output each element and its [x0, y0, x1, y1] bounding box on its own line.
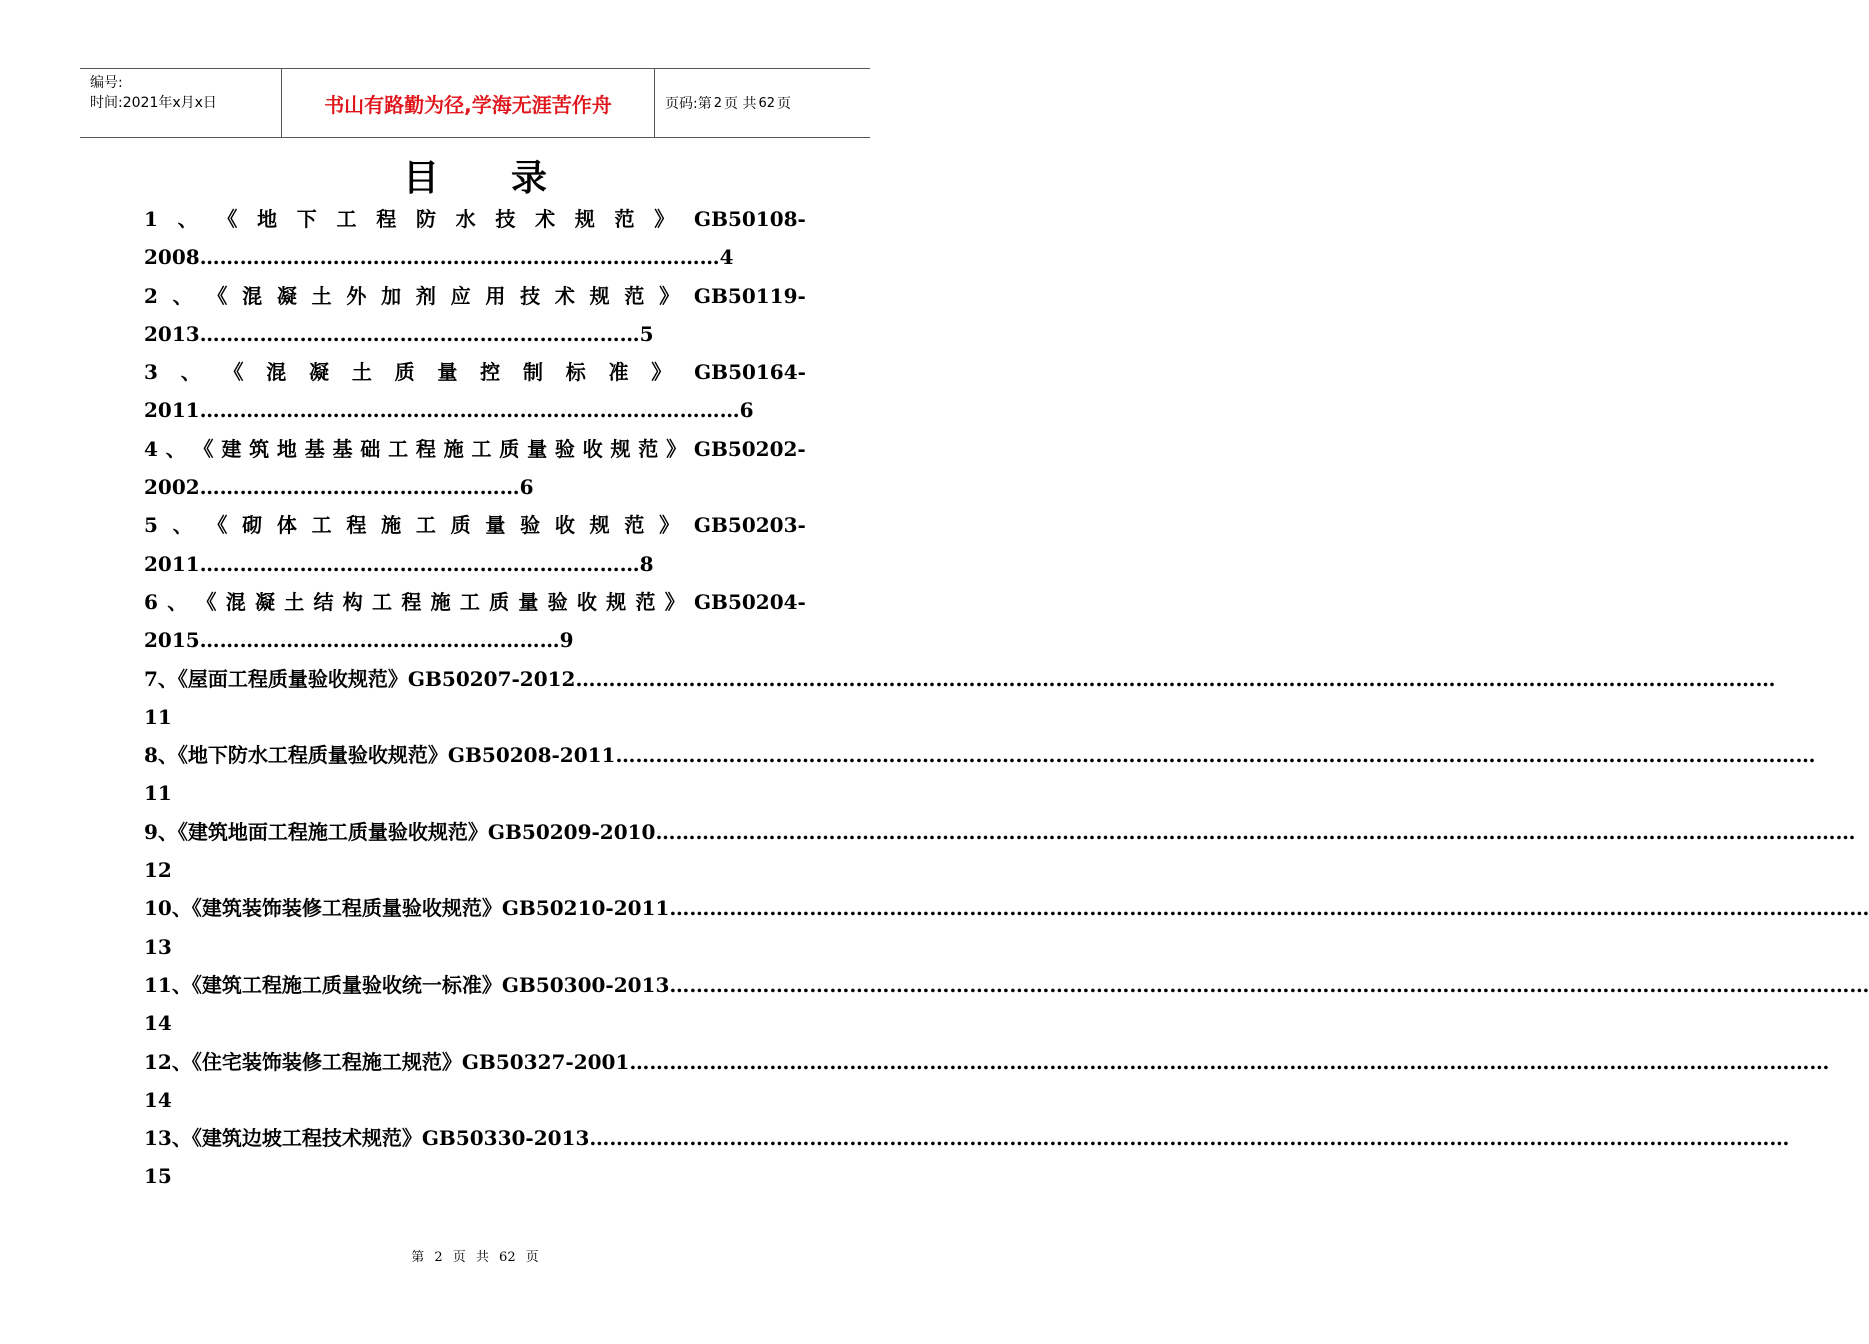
toc-char: 程 [401, 589, 422, 614]
page-suffix: 页 [777, 96, 791, 112]
toc-entry [144, 1043, 1830, 1120]
toc-char: 量 [527, 436, 548, 461]
toc-page: 13 [144, 934, 172, 959]
toc-char: 范 [624, 283, 645, 308]
toc-char: 工 [336, 207, 357, 231]
toc-char: 2 [144, 283, 158, 308]
toc-char: 地 [276, 436, 297, 461]
toc-char: 程 [376, 207, 397, 231]
toc-title: 13、《建筑边坡工程技术规范》GB50330-2013 [144, 1126, 590, 1151]
toc-char: 下 [296, 207, 317, 231]
toc-entry-line [144, 238, 806, 276]
toc-char: 规 [589, 283, 610, 308]
toc-char: 技 [495, 207, 516, 231]
toc-entry-line [144, 200, 806, 238]
toc-char: 质 [450, 513, 471, 538]
toc-char: 量 [518, 589, 539, 614]
toc-year: 2013 [144, 321, 200, 346]
toc-entry [144, 813, 1856, 890]
toc-char: 验 [554, 436, 575, 461]
toc-entry-line [144, 1119, 1790, 1157]
toc-page: 15 [144, 1164, 172, 1189]
toc-title: 9、《建筑地面工程施工质量验收规范》GB50209-2010 [144, 819, 656, 844]
header-meta [80, 69, 282, 137]
toc-char: 、 [172, 283, 193, 308]
toc-char: 体 [276, 513, 297, 538]
toc-year: 2011 [144, 551, 200, 576]
table-of-contents [144, 200, 1869, 1196]
toc-char: 《 [207, 283, 228, 308]
toc-char: 》 [664, 589, 685, 614]
toc-entry [144, 966, 1869, 1043]
toc-char: 凝 [254, 589, 275, 614]
page-prefix: 页码:第 [665, 96, 712, 112]
toc-char: 施 [381, 513, 402, 538]
toc-title: 12、《住宅装饰装修工程施工规范》GB50327-2001 [144, 1049, 630, 1074]
toc-char: 剂 [415, 283, 436, 308]
toc-entry [144, 736, 1816, 813]
toc-page: 4 [719, 245, 734, 270]
toc-entry-line [144, 545, 806, 583]
toc-char: GB50108- [693, 207, 806, 231]
toc-char: 3 [144, 360, 158, 385]
toc-char: 地 [257, 207, 278, 231]
toc-char: 《 [196, 589, 217, 614]
toc-entry [144, 430, 806, 507]
toc-year: 2002 [144, 475, 200, 500]
toc-char: 制 [522, 360, 543, 385]
toc-year: 2008 [144, 245, 200, 270]
toc-char: 《 [193, 436, 214, 461]
toc-entry [144, 506, 806, 583]
toc-leader: ……………………………………………………………………………………………………………………………………………………………… [615, 743, 1816, 768]
toc-char: 、 [172, 513, 193, 538]
toc-entry-line [144, 1081, 806, 1119]
toc-char: 《 [207, 513, 228, 538]
toc-char: 、 [180, 360, 201, 385]
toc-char: 6 [144, 589, 158, 614]
toc-entry [144, 1119, 1790, 1196]
toc-char: 《 [217, 207, 238, 231]
toc-entry-line [144, 813, 1856, 851]
toc-char: 程 [415, 436, 436, 461]
toc-page: 9 [559, 628, 574, 653]
toc-char: 施 [443, 436, 464, 461]
toc-char: 工 [311, 513, 332, 538]
toc-page: 14 [144, 1011, 172, 1036]
toc-leader: ………………………………………………………… [199, 551, 640, 576]
toc-entry-line [144, 315, 806, 353]
toc-entry-line [144, 353, 806, 391]
toc-char: 凝 [309, 360, 330, 385]
toc-page: 11 [144, 781, 172, 806]
toc-char: 土 [311, 283, 332, 308]
toc-page: 11 [144, 704, 172, 729]
toc-char: 收 [582, 436, 603, 461]
toc-char: 量 [437, 360, 458, 385]
toc-entry-line [144, 1157, 806, 1195]
toc-leader: …………………………………………………………………… [199, 245, 720, 270]
toc-entry-line [144, 1043, 1830, 1081]
toc-page: 8 [639, 551, 654, 576]
toc-entry-line [144, 583, 806, 621]
toc-page: 6 [739, 398, 754, 423]
page-current: 2 [713, 95, 722, 111]
toc-char: 范 [638, 436, 659, 461]
page-footer: 第 2 页 共 62 页 [411, 1250, 539, 1265]
toc-char: 》 [659, 513, 680, 538]
toc-leader: ……………………………………………………………………………………………………………………………………………………………… [655, 819, 1856, 844]
toc-char: 质 [489, 589, 510, 614]
header-page-info [655, 69, 870, 137]
toc-page: 14 [144, 1087, 172, 1112]
toc-char: 验 [520, 513, 541, 538]
toc-char: 》 [666, 436, 687, 461]
toc-page: 6 [519, 475, 534, 500]
toc-char: 混 [225, 589, 246, 614]
toc-leader: ………………………………………………………… [199, 321, 640, 346]
toc-leader: ……………………………………………………………………………………………………………………………………………………………… [575, 666, 1776, 691]
toc-entry-line [144, 391, 806, 429]
toc-char: 凝 [276, 283, 297, 308]
page-title: 目录 [402, 157, 619, 199]
toc-char: 1 [144, 207, 158, 231]
toc-title: 10、《建筑装饰装修工程质量验收规范》GB50210-2011 [144, 896, 670, 921]
toc-char: 控 [480, 360, 501, 385]
toc-char: 砌 [242, 513, 263, 538]
toc-char: 程 [346, 513, 367, 538]
toc-char: 水 [455, 207, 476, 231]
toc-entry [144, 583, 806, 660]
toc-entry [144, 353, 806, 430]
toc-entry-line [144, 277, 806, 315]
toc-char: GB50119- [693, 283, 806, 308]
toc-char: 《 [223, 360, 244, 385]
number-label: 编号: [90, 75, 123, 91]
toc-char: GB50202- [693, 436, 806, 461]
toc-entry [144, 660, 1776, 737]
toc-entry [144, 200, 806, 277]
toc-char: 混 [242, 283, 263, 308]
toc-leader: ……………………………………………… [199, 628, 560, 653]
toc-char: 量 [485, 513, 506, 538]
toc-entry-line [144, 506, 806, 544]
toc-char: 》 [651, 360, 672, 385]
toc-char: 工 [471, 436, 492, 461]
toc-leader: ……………………………………………………………………………………………………………………………………………………………… [629, 1049, 1830, 1074]
toc-entry [144, 889, 1869, 966]
toc-char: 规 [589, 513, 610, 538]
header-table [80, 68, 870, 138]
toc-entry-line [144, 1004, 806, 1042]
toc-char: 土 [351, 360, 372, 385]
toc-entry-line [144, 736, 1816, 774]
toc-char: 技 [520, 283, 541, 308]
toc-char: 加 [381, 283, 402, 308]
toc-char: 术 [554, 283, 575, 308]
page-mid: 页 共 [724, 96, 757, 112]
toc-char: 规 [574, 207, 595, 231]
toc-char: 5 [144, 513, 158, 538]
toc-char: 建 [221, 436, 242, 461]
toc-leader: ……………………………………………………………………………………………………………………………………………………………… [589, 1126, 1790, 1151]
toc-char: 收 [554, 513, 575, 538]
toc-entry-line [144, 660, 1776, 698]
toc-char: 范 [614, 207, 635, 231]
time-label: 时间:2021年x月x日 [90, 95, 217, 111]
toc-char: 构 [342, 589, 363, 614]
toc-char: 准 [608, 360, 629, 385]
toc-char: 工 [388, 436, 409, 461]
toc-year: 2011 [144, 398, 200, 423]
toc-char: 质 [394, 360, 415, 385]
toc-char: 规 [606, 589, 627, 614]
toc-entry-line [144, 621, 806, 659]
toc-char: 、 [165, 436, 186, 461]
toc-char: 4 [144, 436, 158, 461]
toc-char: 用 [485, 283, 506, 308]
toc-entry-line [144, 889, 1869, 927]
toc-char: 》 [659, 283, 680, 308]
toc-char: 应 [450, 283, 471, 308]
toc-char: 混 [266, 360, 287, 385]
toc-char: 基 [332, 436, 353, 461]
toc-char: 收 [576, 589, 597, 614]
toc-char: 质 [499, 436, 520, 461]
toc-char: 防 [415, 207, 436, 231]
toc-page: 12 [144, 858, 172, 883]
toc-char: 筑 [249, 436, 270, 461]
toc-leader: ……………………………………………………………………… [199, 398, 740, 423]
toc-char: 范 [624, 513, 645, 538]
toc-title: 8、《地下防水工程质量验收规范》GB50208-2011 [144, 743, 616, 768]
toc-page: 5 [639, 321, 654, 346]
toc-char: 规 [610, 436, 631, 461]
toc-char: 工 [415, 513, 436, 538]
toc-title: 11、《建筑工程施工质量验收统一标准》GB50300-2013 [144, 972, 670, 997]
toc-entry-line [144, 966, 1869, 1004]
toc-char: 工 [372, 589, 393, 614]
toc-entry-line [144, 774, 806, 812]
toc-char: GB50203- [693, 513, 806, 538]
toc-title: 7、《屋面工程质量验收规范》GB50207-2012 [144, 666, 576, 691]
toc-char: 工 [459, 589, 480, 614]
toc-char: 土 [284, 589, 305, 614]
toc-char: 外 [346, 283, 367, 308]
toc-entry-line [144, 430, 806, 468]
page-total: 62 [758, 95, 775, 111]
toc-char: GB50204- [693, 589, 806, 614]
toc-char: 、 [167, 589, 188, 614]
toc-char: 标 [565, 360, 586, 385]
toc-char: 验 [547, 589, 568, 614]
toc-entry [144, 277, 806, 354]
toc-leader: ……………………………………………………………………………………………………………………………………………………………… [669, 896, 1869, 921]
toc-leader: ……………………………………………………………………………………………………………………………………………………………… [669, 972, 1869, 997]
toc-char: 》 [654, 207, 675, 231]
toc-char: 结 [313, 589, 334, 614]
toc-leader: ………………………………………… [199, 475, 520, 500]
toc-entry-line [144, 928, 806, 966]
toc-entry-line [144, 698, 806, 736]
toc-char: GB50164- [694, 360, 806, 385]
toc-char: 范 [635, 589, 656, 614]
toc-entry-line [144, 851, 806, 889]
toc-char: 、 [177, 207, 198, 231]
toc-char: 基 [304, 436, 325, 461]
toc-char: 术 [535, 207, 556, 231]
toc-year: 2015 [144, 628, 200, 653]
header-motto: 书山有路勤为径,学海无涯苦作舟 [282, 69, 655, 137]
toc-entry-line [144, 468, 806, 506]
toc-char: 施 [430, 589, 451, 614]
toc-char: 础 [360, 436, 381, 461]
